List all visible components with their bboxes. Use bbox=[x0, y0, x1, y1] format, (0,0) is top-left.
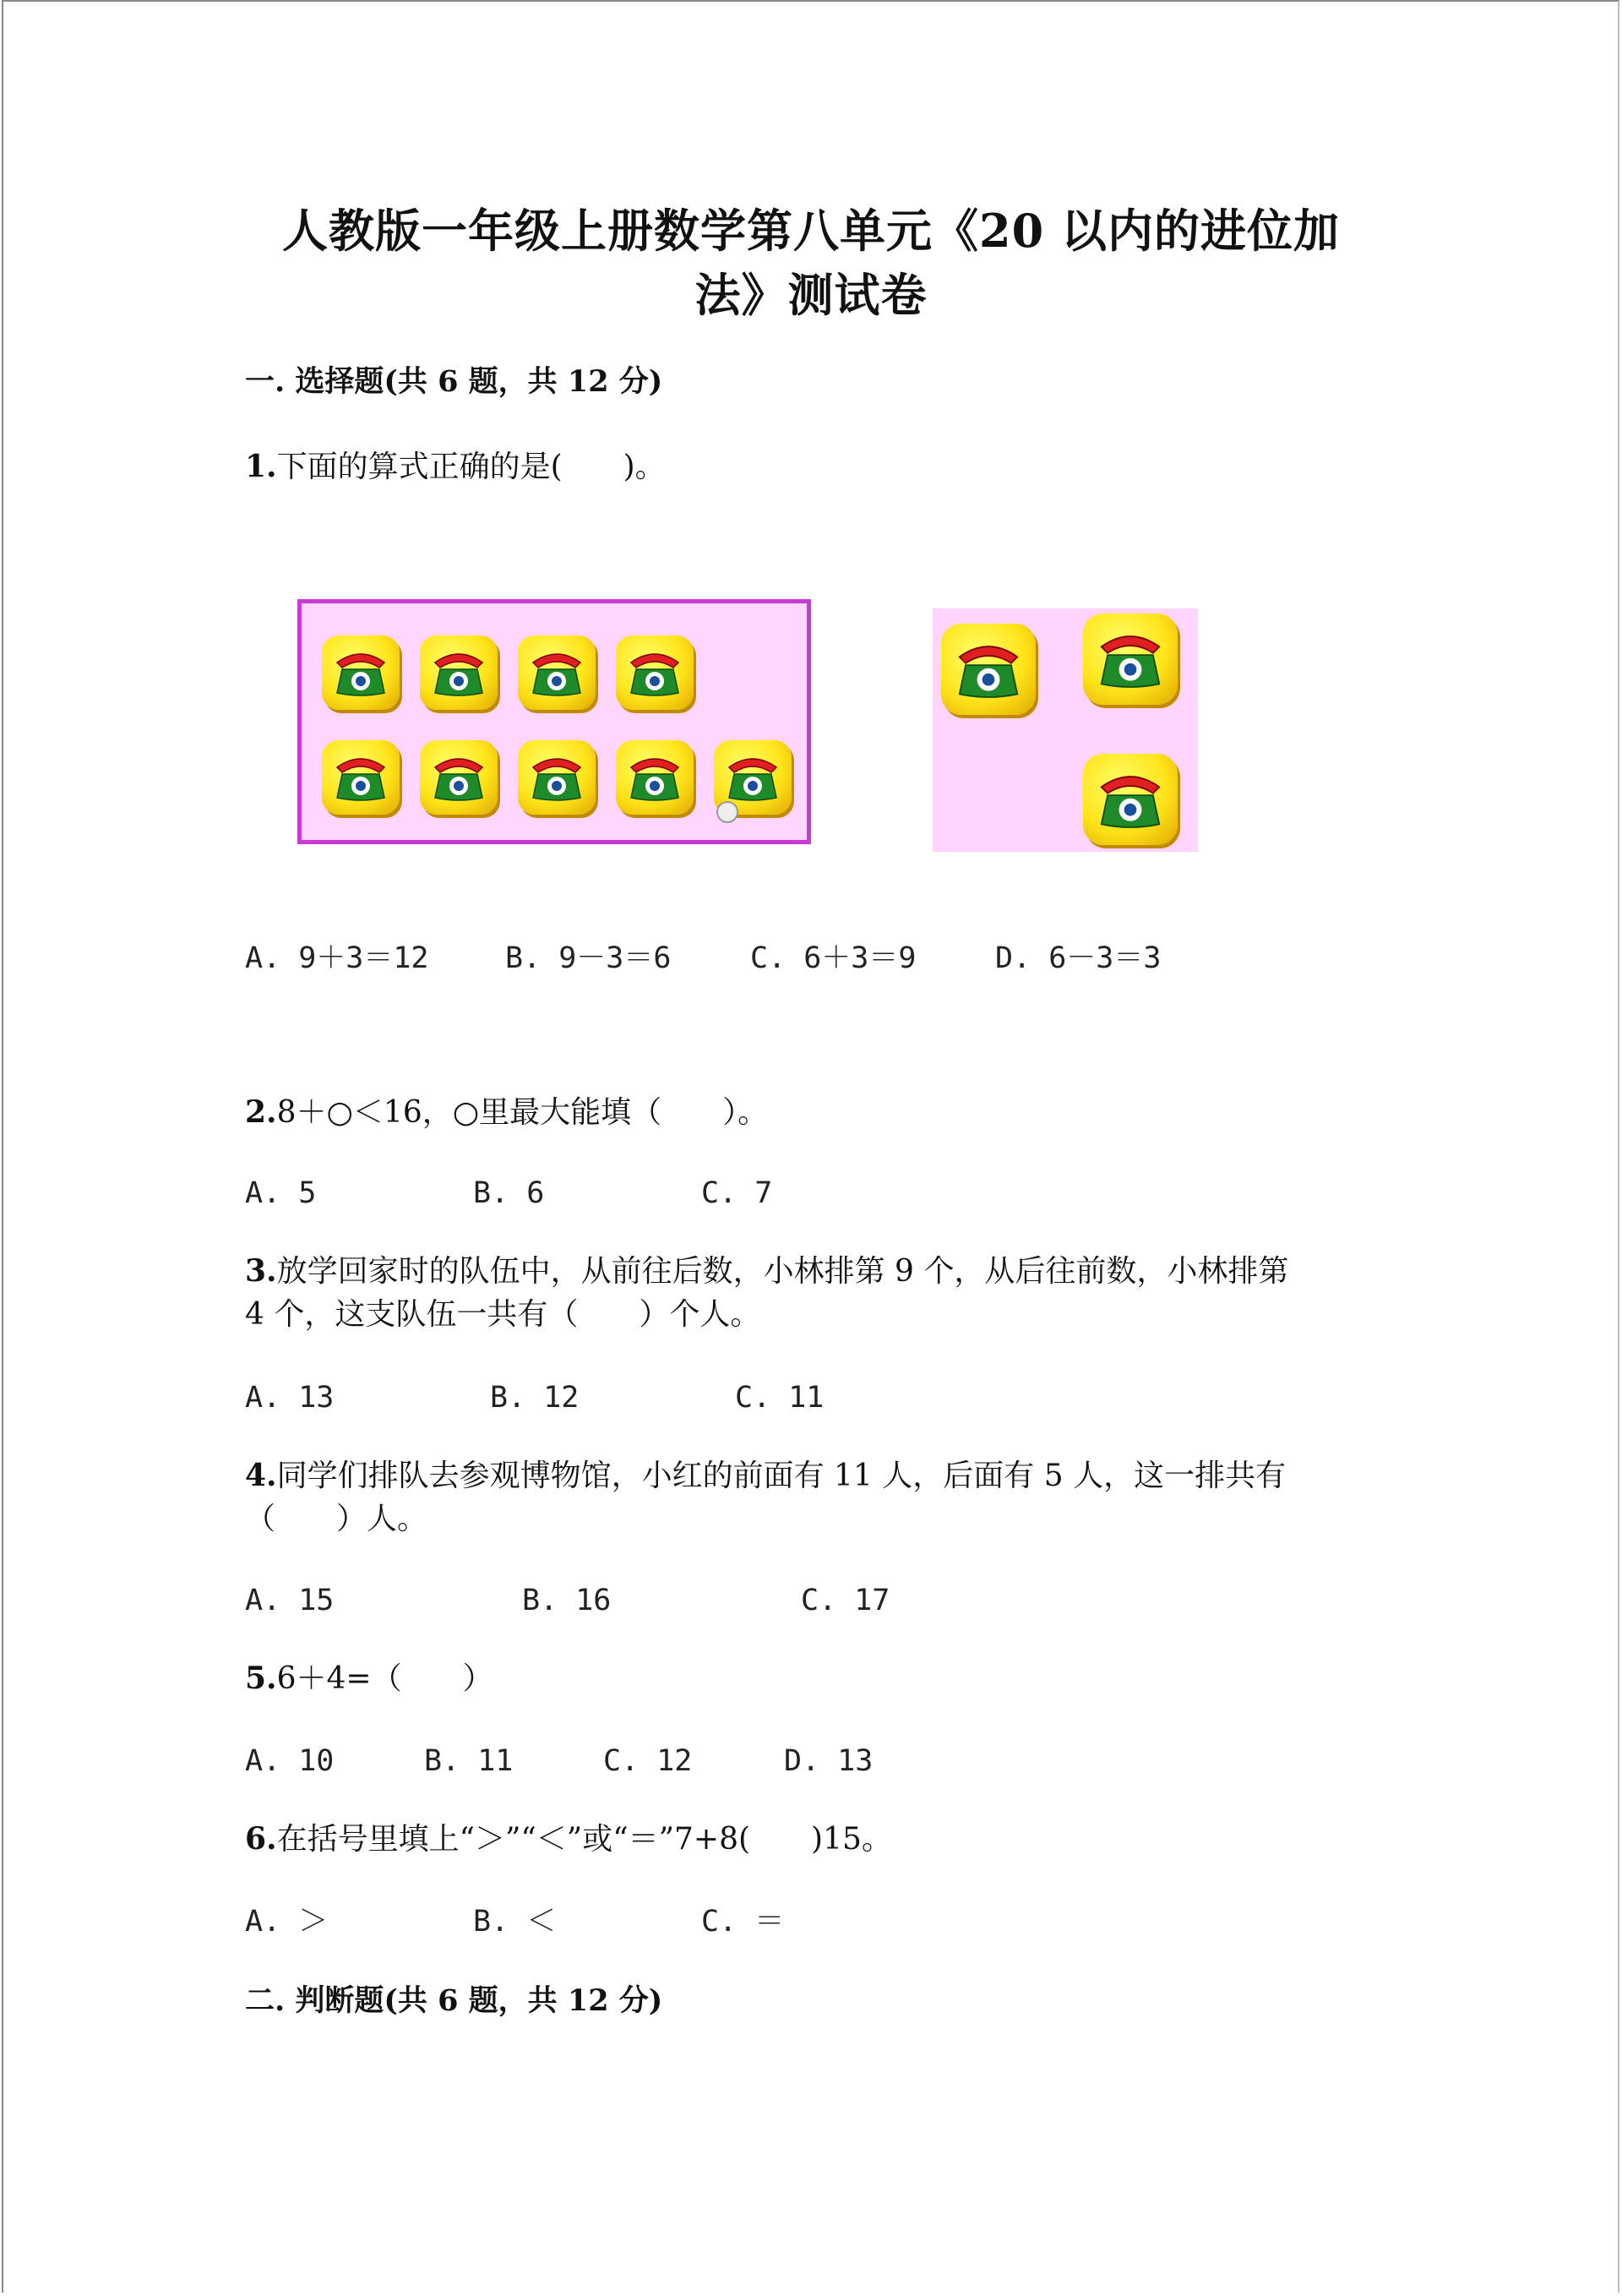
telephone-icon bbox=[420, 740, 498, 815]
option-c[interactable]: C. ＝ bbox=[701, 1905, 785, 1939]
telephone-icon bbox=[1083, 754, 1178, 845]
option-b[interactable]: B. 9－3＝6 bbox=[505, 941, 672, 975]
question-number: 6. bbox=[245, 1821, 277, 1857]
option-d[interactable]: D. 13 bbox=[784, 1744, 874, 1778]
option-c[interactable]: C. 12 bbox=[603, 1744, 693, 1778]
option-d[interactable]: D. 6－3＝3 bbox=[995, 941, 1162, 975]
option-b[interactable]: B. 11 bbox=[424, 1744, 514, 1778]
option-a[interactable]: A. 10 bbox=[245, 1744, 335, 1778]
question-number: 1. bbox=[245, 449, 277, 484]
question-number: 3. bbox=[245, 1253, 277, 1289]
question-text: 放学回家时的队伍中，从前往后数，小林排第 9 个，从后往前数，小林排第 bbox=[276, 1254, 1289, 1289]
section-heading-choice: 一. 选择题(共 6 题，共 12 分) bbox=[245, 364, 663, 399]
option-a[interactable]: A. 15 bbox=[245, 1584, 335, 1617]
section-heading-judgment: 二. 判断题(共 6 题，共 12 分) bbox=[245, 1983, 663, 2018]
option-a[interactable]: A. 9＋3＝12 bbox=[245, 941, 429, 975]
telephone-icon bbox=[1083, 614, 1178, 705]
question-number: 5. bbox=[245, 1661, 277, 1696]
telephone-icon bbox=[616, 740, 694, 815]
question-text: 在括号里填上“＞”“＜”或“＝”7+8( )15。 bbox=[276, 1822, 892, 1857]
page-title-line-1: 人教版一年级上册数学第八单元《20 以内的进位加 bbox=[282, 204, 1340, 258]
question-3 bbox=[245, 1249, 1288, 1294]
question-4-line-2: （ ）人。 bbox=[245, 1502, 428, 1536]
option-a[interactable]: A. 13 bbox=[245, 1381, 335, 1415]
telephone-icon bbox=[941, 624, 1036, 715]
question-number: 4. bbox=[245, 1458, 277, 1493]
telephone-icon bbox=[616, 635, 694, 710]
option-c[interactable]: C. 17 bbox=[801, 1584, 890, 1617]
telephone-icon bbox=[322, 635, 400, 710]
question-6 bbox=[245, 1817, 892, 1862]
option-b[interactable]: B. 12 bbox=[490, 1381, 580, 1415]
question-2 bbox=[245, 1090, 768, 1135]
option-b[interactable]: B. ＜ bbox=[473, 1905, 557, 1939]
option-c[interactable]: C. 6＋3＝9 bbox=[750, 941, 917, 975]
mouse-icon bbox=[716, 801, 738, 823]
option-c[interactable]: C. 7 bbox=[701, 1176, 773, 1210]
question-text: 下面的算式正确的是( )。 bbox=[276, 450, 666, 484]
option-a[interactable]: A. ＞ bbox=[245, 1905, 329, 1939]
page-title-line-2: 法》测试卷 bbox=[694, 268, 928, 322]
page-border bbox=[2, 0, 1619, 2293]
option-c[interactable]: C. 11 bbox=[735, 1381, 825, 1415]
telephone-icon bbox=[518, 740, 596, 815]
question-text: 8＋○＜16，○里最大能填（ ）。 bbox=[276, 1095, 769, 1130]
telephone-icon bbox=[420, 635, 498, 710]
question-5 bbox=[245, 1656, 493, 1701]
question-text: 同学们排队去参观博物馆，小红的前面有 11 人，后面有 5 人，这一排共有 bbox=[276, 1459, 1287, 1493]
question-3-line-2: 4 个，这支队伍一共有（ ）个人。 bbox=[245, 1297, 761, 1332]
option-a[interactable]: A. 5 bbox=[245, 1176, 317, 1210]
option-b[interactable]: B. 16 bbox=[522, 1584, 612, 1617]
question-text: 6＋4=（ ） bbox=[276, 1661, 493, 1696]
phones-group-right bbox=[933, 608, 1198, 852]
question-number: 2. bbox=[245, 1094, 277, 1130]
question-4 bbox=[245, 1453, 1286, 1498]
option-b[interactable]: B. 6 bbox=[473, 1176, 545, 1210]
telephone-icon bbox=[322, 740, 400, 815]
question-1 bbox=[245, 444, 666, 489]
telephone-icon bbox=[518, 635, 596, 710]
